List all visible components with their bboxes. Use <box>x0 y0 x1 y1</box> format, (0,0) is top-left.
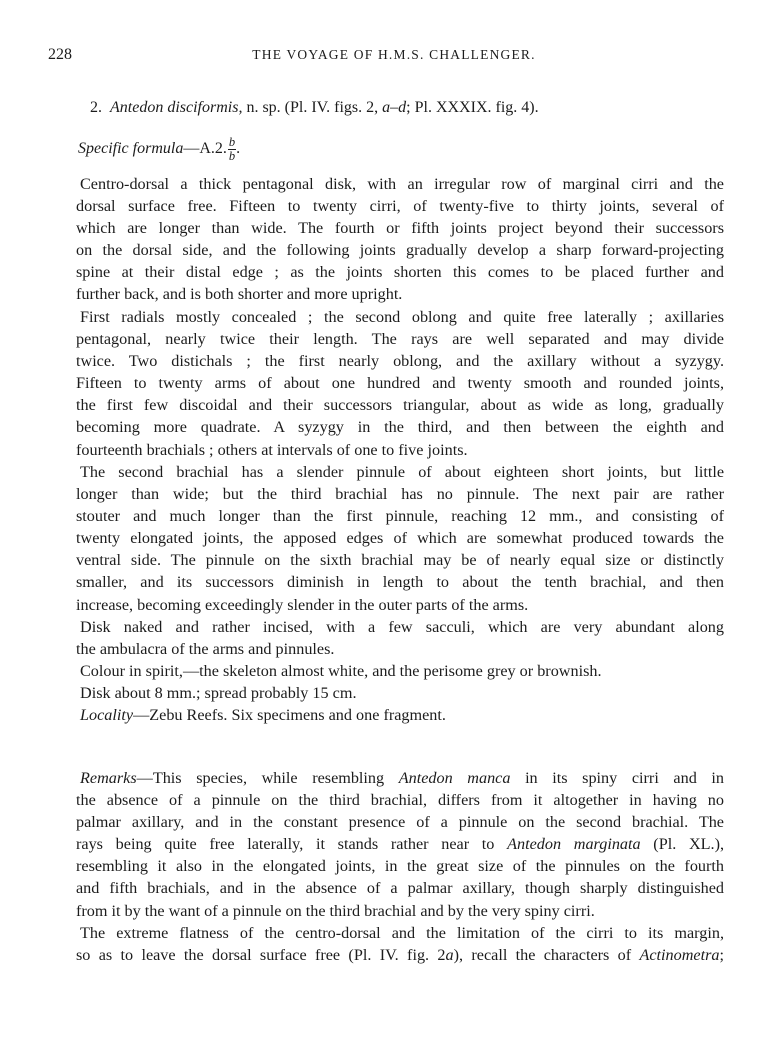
remarks-label: Remarks <box>80 769 137 787</box>
species-heading: 2. Antedon disciformis, n. sp. (Pl. IV. figs. 2, a–d; Pl. XXXIX. fig. 4). <box>90 99 539 116</box>
disk-line: Disk about 8 mm.; spread probably 15 cm. <box>80 684 357 703</box>
formula-fraction: $\frac{b}{b}$ <box>228 135 236 163</box>
species-name: Antedon disciformis, <box>110 99 243 116</box>
paragraph-final: The extreme flatness of the centro-dorsal and the limitation of the cirri to its margin, so as to leave the dorsal surface free (Pl. IV. fig. 2a), recall the characters of Actinometra; <box>76 924 724 965</box>
species-number: 2. <box>90 99 102 116</box>
page-number: 228 <box>48 46 72 63</box>
locality-line: Locality—Zebu Reefs. Six specimens and one fragment. <box>80 706 446 725</box>
paragraph-centro-dorsal: Centro-dorsal a thick pentagonal disk, with an irregular row of marginal cirri and the dorsal surface free. Fifteen to twenty cirri, of twenty-five to thirty joints, several of which are longer than wide. The fourth or fifth joints project beyond their successors on the dorsal side, and the following joints gradually develop a sharp forward-projecting spine at their distal edge ; as the joints shorten this comes to be placed further and further back, and is both shorter and more upright. <box>76 175 724 304</box>
running-title: THE VOYAGE OF H.M.S. CHALLENGER. <box>252 47 536 62</box>
paragraph-disk: Disk naked and rather incised, with a few sacculi, which are very abundant along the ambulacra of the arms and pinnules. <box>76 618 724 659</box>
paragraph-remarks: Remarks—This species, while resembling Antedon manca in its spiny cirri and in the absence of a pinnule on the third brachial, differs from it altogether in having no palmar axillary, and in the constant presence of a pinnule on the second brachial. The rays being quite free laterally, it stands rather near to Antedon marginata (Pl. XL.), resembling it also in the elongated joints, in the great size of the pinnules on the fourth and fifth brachials, and in the absence of a palmar axillary, though sharply distinguished from it by the want of a pinnule on the third brachial and by the very spiny cirri. <box>76 769 725 920</box>
colour-line: Colour in spirit,—the skeleton almost white, and the perisome grey or brownish. <box>80 662 602 680</box>
paragraph-pinnules: The second brachial has a slender pinnule of about eighteen short joints, but little longer than wide; but the third brachial has no pinnule. The next pair are rather stouter and much longer than the first pinnule, reaching 12 mm., and consisting of twenty elongated joints, the apposed edges of which are somewhat produced towards the ventral side. The pinnule on the sixth brachial may be of nearly equal size or distinctly smaller, and its successors diminish in length to about the tenth brachial, and then increase, becoming exceedingly slender in the outer parts of the arms. <box>76 463 724 614</box>
page-header <box>48 46 740 66</box>
paragraph-radials: First radials mostly concealed ; the second oblong and quite free laterally ; axillaries pentagonal, nearly twice their length. The rays are well separated and may divide twice. Two distichals ; the first nearly oblong, and the axillary without a syzygy. Fifteen to twenty arms of about one hundred and twenty smooth and rounded joints, the first few discoidal and their successors triangular, about as wide as long, gradually becoming more quadrate. A syzygy in the third, and then between the eighth and fourteenth brachials ; others at intervals of one to five joints. <box>76 308 724 459</box>
formula-label: Specific formula <box>78 140 184 158</box>
paragraph-colour-disk-locality <box>76 660 724 726</box>
specific-formula: Specific formula—A.2. $\frac{b}{b}$ . <box>78 135 241 163</box>
